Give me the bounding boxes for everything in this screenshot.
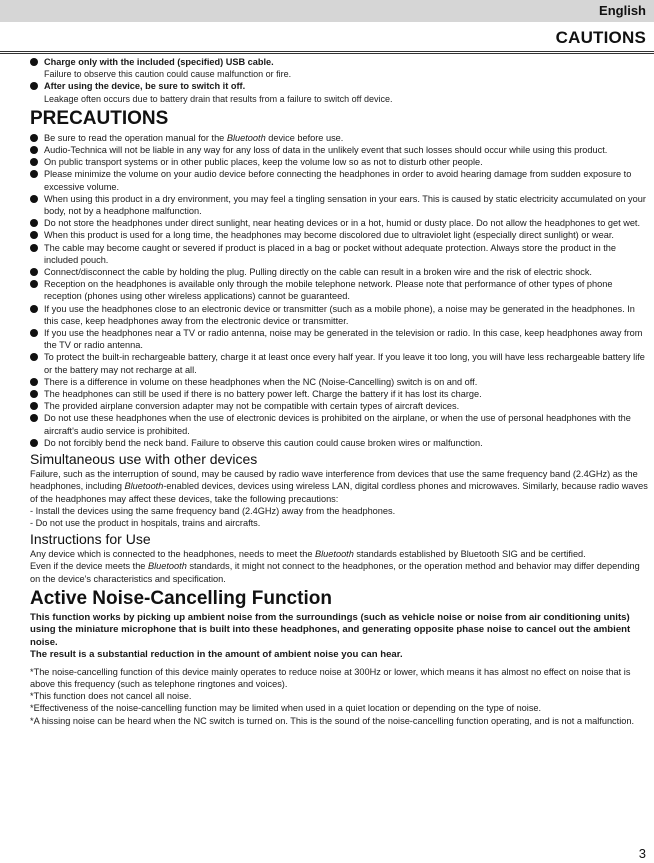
bluetooth-term: Bluetooth xyxy=(124,481,164,492)
precaution-text: Do not use these headphones when the use of electronic devices is prohibited on the airplane, or when the use of personal headphones with the aircraft's audio service is prohibited. xyxy=(44,413,631,436)
bullet-icon xyxy=(30,439,38,447)
precaution-text: Do not forcibly bend the neck band. Failure to observe this caution could cause broken wires or malfunction. xyxy=(44,437,483,448)
bullet-icon xyxy=(30,353,38,361)
precaution-item xyxy=(30,144,648,156)
bluetooth-term: Bluetooth xyxy=(147,561,187,572)
bullet-icon xyxy=(30,305,38,313)
anc-paragraph: This function works by picking up ambient noise from the surroundings (such as vehicle noise or noise from air conditioning units) using the miniature microphone that is built into these headphones, and generating opposite phase noise to cancel out the ambient noise. xyxy=(30,611,631,648)
caution-detail: Leakage often occurs due to battery drain that results from a failure to switch off device. xyxy=(44,93,393,104)
precaution-text: Connect/disconnect the cable by holding the plug. Pulling directly on the cable can result in a broken wire and the risk of electric shock. xyxy=(44,267,592,278)
precaution-item xyxy=(30,217,648,229)
bullet-icon xyxy=(30,390,38,398)
precaution-text: When using this product in a dry environment, you may feel a tingling sensation in your ears. This is caused by static electricity accumulated on your body, not by a headphone malfunction. xyxy=(44,193,646,217)
precaution-text: If you use the headphones close to an electronic device or transmitter (such as a mobile phone), a noise may be generated in the headphones. In this case, keep headphones away from the electronic device or transmitter. xyxy=(44,303,635,326)
caution-detail: Failure to observe this caution could cause malfunction or fire. xyxy=(44,69,292,80)
bullet-icon xyxy=(30,268,38,276)
bullet-icon xyxy=(30,231,38,239)
inst-text-pre: Any device which is connected to the headphones, needs to meet the xyxy=(30,549,316,560)
precaution-text: The headphones can still be used if there is no battery power left. Charge the battery if it has lost its charge. xyxy=(44,389,482,400)
precaution-item xyxy=(30,327,648,351)
precaution-text-pre: Be sure to read the operation manual for the xyxy=(44,132,227,143)
precautions-heading: PRECAUTIONS xyxy=(30,107,169,129)
precaution-item xyxy=(30,132,648,144)
page-number: 3 xyxy=(638,846,646,861)
inst-text-post: standards established by Bluetooth SIG and be certified. xyxy=(353,549,586,560)
simultaneous-heading: Simultaneous use with other devices xyxy=(30,451,258,468)
simultaneous-line: - Do not use the product in hospitals, trains and aircrafts. xyxy=(30,517,261,528)
anc-heading: Active Noise-Cancelling Function xyxy=(30,587,332,609)
instructions-paragraph xyxy=(30,548,648,560)
anc-paragraph: The result is a substantial reduction in the amount of ambient noise you can hear. xyxy=(30,649,403,661)
precaution-text: The provided airplane conversion adapter may not be compatible with certain types of aircraft devices. xyxy=(44,401,460,412)
caution-item xyxy=(30,80,648,92)
precaution-item xyxy=(30,351,648,375)
simultaneous-paragraph xyxy=(30,468,648,505)
bullet-icon xyxy=(30,402,38,410)
bullet-icon xyxy=(30,280,38,288)
instructions-paragraph xyxy=(30,560,648,584)
language-label: English xyxy=(599,3,646,18)
precaution-text-post: device before use. xyxy=(265,132,344,143)
anc-note: *Effectiveness of the noise-cancelling function may be limited when used in a quiet location or depending on the type of noise. xyxy=(30,703,542,714)
precaution-item xyxy=(30,278,648,302)
precaution-text: If you use the headphones near a TV or radio antenna, noise may be generated in the television or radio. In this case, keep headphones away from the TV or radio antenna. xyxy=(44,328,643,351)
bullet-icon xyxy=(30,170,38,178)
precaution-item xyxy=(30,376,648,388)
header-bar xyxy=(0,0,654,22)
bullet-icon xyxy=(30,329,38,337)
bullet-icon xyxy=(30,146,38,154)
precaution-item xyxy=(30,412,648,436)
instructions-heading: Instructions for Use xyxy=(30,531,151,548)
bluetooth-term: Bluetooth xyxy=(226,132,266,143)
precaution-item xyxy=(30,242,648,266)
bullet-icon xyxy=(30,195,38,203)
divider-bottom xyxy=(0,53,654,54)
precaution-text: There is a difference in volume on these headphones when the NC (Noise-Cancelling) switch is on and off. xyxy=(44,376,478,387)
precaution-item xyxy=(30,266,648,278)
bullet-icon xyxy=(30,219,38,227)
precaution-text: When this product is used for a long time, the headphones may become discolored due to ultraviolet light (especially direct sunlight) or wear. xyxy=(44,230,614,241)
precaution-text: To protect the built-in rechargeable battery, charge it at least once every half year. If you leave it too long, you will have less rechargeable battery life or the battery may not recharge at all. xyxy=(44,352,645,375)
anc-note: *The noise-cancelling function of this device mainly operates to reduce noise at 300Hz or lower, which means it has almost no effect on noise that is above this frequency (such as telephone ringtones and voices). xyxy=(30,666,631,689)
divider-top xyxy=(0,51,654,52)
sim-text-pre: Failure, such as the interruption of sound, may be caused by radio wave interference from devices that use the same frequency band (2.4GHz) as the headphones, including xyxy=(30,469,638,492)
precaution-item xyxy=(30,156,648,168)
bullet-icon xyxy=(30,58,38,66)
bullet-icon xyxy=(30,378,38,386)
bullet-icon xyxy=(30,82,38,90)
anc-note: *A hissing noise can be heard when the NC switch is turned on. This is the sound of the noise-cancelling function operating, and is not a malfunction. xyxy=(30,715,635,726)
caution-text: After using the device, be sure to switch it off. xyxy=(44,81,246,92)
precaution-item xyxy=(30,437,648,449)
simultaneous-line: - Install the devices using the same frequency band (2.4GHz) away from the headphones. xyxy=(30,505,396,516)
precaution-item xyxy=(30,168,648,192)
precaution-text: Do not store the headphones under direct sunlight, near heating devices or in a hot, humid or dusty place. Do not allow the headphones to get wet. xyxy=(44,218,641,229)
precaution-text: Reception on the headphones is available only through the mobile telephone network. Please note that performance of other types of phone reception (phones using other wireless applications) cannot be guaranteed. xyxy=(44,279,613,302)
inst-text-post: standards, it might not connect to the headphones, or the operation method and behavior may differ depending on the device's characteristics and specification. xyxy=(30,561,640,584)
precaution-list xyxy=(30,144,648,449)
precaution-text: Please minimize the volume on your audio device before connecting the headphones in order to avoid hearing damage from sudden exposure to excessive volume. xyxy=(44,169,632,192)
caution-text: Charge only with the included (specified) USB cable. xyxy=(44,57,274,67)
precaution-text: The cable may become caught or severed if product is placed in a bag or pocket without adequate protection. Always store the product in the included pouch. xyxy=(44,242,617,265)
sim-text-post: -enabled devices, devices using wireless LAN, digital cordless phones and microwaves. Similarly, because radio waves of the headphones may affect these devices, take the following precautions: xyxy=(30,481,648,504)
bullet-icon xyxy=(30,158,38,166)
precaution-item xyxy=(30,229,648,241)
precaution-item xyxy=(30,303,648,327)
bluetooth-term: Bluetooth xyxy=(315,549,354,560)
bullet-icon xyxy=(30,414,38,422)
precaution-text: On public transport systems or in other public places, keep the volume low so as not to disturb other people. xyxy=(44,157,483,168)
bullet-icon xyxy=(30,134,38,142)
precaution-item xyxy=(30,400,648,412)
anc-note: *This function does not cancel all noise. xyxy=(30,691,192,702)
document-body xyxy=(30,56,648,727)
bullet-icon xyxy=(30,244,38,252)
caution-item xyxy=(30,56,648,68)
inst-text-pre: Even if the device meets the xyxy=(30,561,148,572)
cautions-heading: CAUTIONS xyxy=(555,28,646,47)
precaution-text: Audio-Technica will not be liable in any way for any loss of data in the unlikely event that such losses should occur while using this product. xyxy=(44,145,608,156)
precaution-item xyxy=(30,388,648,400)
precaution-item xyxy=(30,193,648,217)
